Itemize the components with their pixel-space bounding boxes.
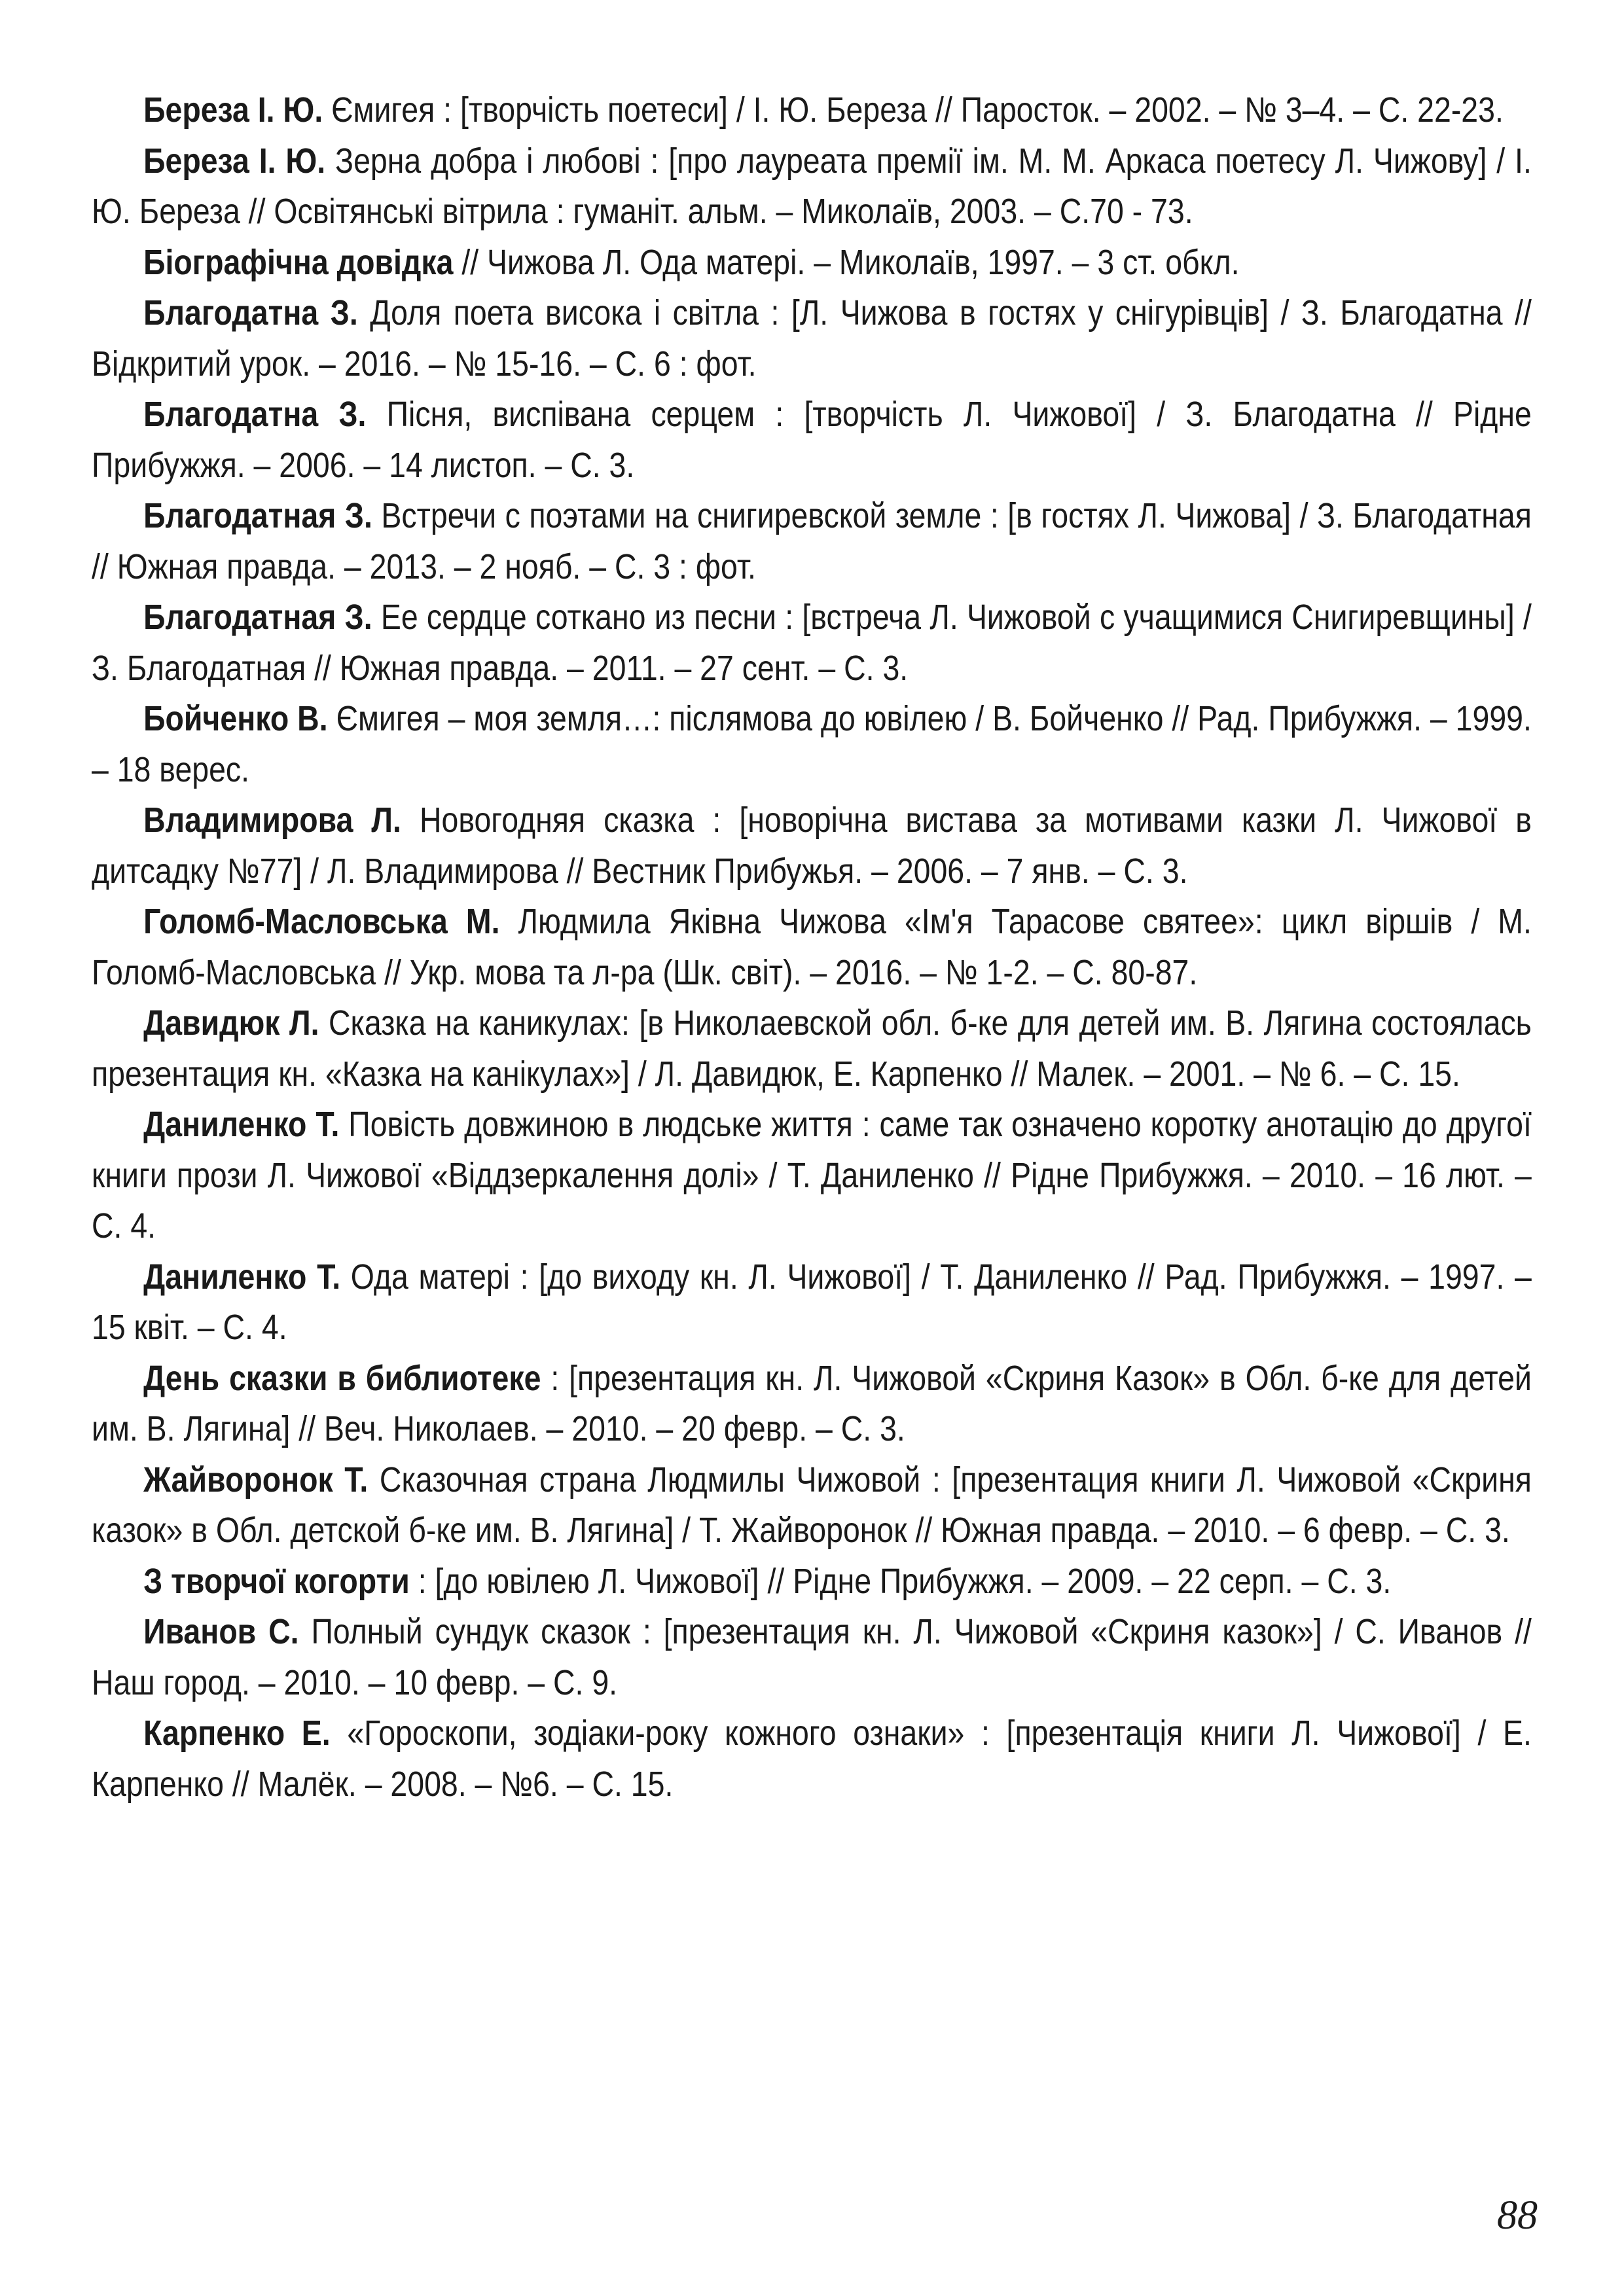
entry-author: Голомб-Масловська М.: [143, 902, 500, 941]
bibliography-entry: [92, 491, 1532, 592]
entry-author: Жайворонок Т.: [143, 1460, 369, 1499]
entry-author: Біографічна довідка: [143, 242, 454, 282]
entry-text: // Чижова Л. Ода матері. – Миколаїв, 1997. – 3 ст. обкл.: [453, 242, 1240, 282]
bibliography-entry: [92, 795, 1532, 897]
bibliography-entry: [92, 238, 1532, 289]
bibliography-entry: [92, 1708, 1532, 1810]
entry-author: Благодатная З.: [143, 598, 372, 637]
entry-author: Благодатна З.: [143, 395, 367, 434]
bibliography-entry: [92, 136, 1532, 238]
entry-text: : [до ювілею Л. Чижової] // Рідне Прибужжя. – 2009. – 22 серп. – С. 3.: [409, 1561, 1392, 1601]
entry-text: Людмила Яківна Чижова «Ім'я Тарасове святее»: цикл віршів / М. Голомб-Масловська // Укр. мова та л-ра (Шк. світ). – 2016. – № 1-2. – С. 80-87.: [92, 902, 1532, 992]
bibliography-entry: [92, 389, 1532, 491]
entry-text: : [презентация кн. Л. Чижовой «Скриня Казок» в Обл. б-ке для детей им. В. Лягина] // Веч. Николаев. – 2010. – 20 февр. – С. 3.: [92, 1358, 1532, 1448]
entry-text: «Гороскопи, зодіаки-року кожного ознаки» : [презентація книги Л. Чижової] / Е. Карпенко // Малёк. – 2008. – №6. – С. 15.: [92, 1713, 1532, 1804]
bibliography-entry: [92, 1100, 1532, 1252]
bibliography-entry: [92, 1556, 1532, 1607]
entry-text: Пісня, виспівана серцем : [творчість Л. Чижової] / З. Благодатна // Рідне Прибужжя. – 2006. – 14 листоп. – С. 3.: [92, 395, 1532, 485]
bibliography-entry: [92, 897, 1532, 998]
entry-text: Сказочная страна Людмилы Чижовой : [презентация книги Л. Чижовой «Скриня казок» в Обл. детской б-ке им. В. Лягина] / Т. Жайворонок // Южная правда. – 2010. – 6 февр. – С. 3.: [92, 1460, 1532, 1550]
entry-author: Даниленко Т.: [143, 1257, 341, 1297]
bibliography-entry: [92, 592, 1532, 694]
entry-text: Новогодняя сказка : [новорічна вистава за мотивами казки Л. Чижової в дитсадку №77] / Л. Владимирова // Вестник Прибужья. – 2006. – 7 янв. – С. 3.: [92, 800, 1532, 891]
entry-text: Полный сундук сказок : [презентация кн. Л. Чижовой «Скриня казок»] / С. Иванов // Наш город. – 2010. – 10 февр. – С. 9.: [92, 1612, 1532, 1702]
entry-author: З творчої когорти: [143, 1561, 410, 1601]
bibliography-entry: [92, 1354, 1532, 1455]
entry-text: Ее сердце соткано из песни : [встреча Л. Чижовой с учащимися Снигиревщины] / З. Благодатная // Южная правда. – 2011. – 27 сент. – С. 3.: [92, 598, 1532, 688]
bibliography-list: [92, 85, 1532, 1810]
bibliography-entry: [92, 1607, 1532, 1708]
entry-author: Береза І. Ю.: [143, 90, 323, 130]
entry-author: Бойченко В.: [143, 699, 328, 738]
entry-text: Ємигея : [творчість поетеси] / І. Ю. Береза // Паросток. – 2002. – № 3–4. – С. 22-23.: [323, 90, 1504, 130]
entry-author: Благодатная З.: [143, 496, 372, 535]
entry-text: Зерна добра і любові : [про лауреата премії ім. М. М. Аркаса поетесу Л. Чижову] / І. Ю. Береза // Освітянські вітрила : гуманіт. альм. – Миколаїв, 2003. – С.70 - 73.: [92, 141, 1532, 231]
bibliography-entry: [92, 694, 1532, 795]
bibliography-entry: [92, 288, 1532, 389]
bibliography-entry: [92, 1455, 1532, 1556]
entry-author: Владимирова Л.: [143, 800, 401, 840]
entry-author: Даниленко Т.: [143, 1105, 340, 1144]
bibliography-entry: [92, 998, 1532, 1100]
entry-text: Ода матері : [до виходу кн. Л. Чижової] / Т. Даниленко // Рад. Прибужжя. – 1997. – 15 квіт. – С. 4.: [92, 1257, 1532, 1347]
entry-text: Ємигея – моя земля…: післямова до ювілею / В. Бойченко // Рад. Прибужжя. – 1999. – 18 верес.: [92, 699, 1532, 789]
page-number: 88: [1497, 2193, 1538, 2238]
entry-text: Сказка на каникулах: [в Николаевской обл. б-ке для детей им. В. Лягина состоялась презентация кн. «Казка на канікулах»] / Л. Давидюк, Е. Карпенко // Малек. – 2001. – № 6. – С. 15.: [92, 1003, 1532, 1094]
entry-author: Благодатна З.: [143, 293, 358, 332]
entry-author: Карпенко Е.: [143, 1713, 331, 1753]
entry-text: Доля поета висока і світла : [Л. Чижова в гостях у снігурівців] / З. Благодатна // Відкритий урок. – 2016. – № 15-16. – С. 6 : фот.: [92, 293, 1532, 384]
bibliography-entry: [92, 1252, 1532, 1354]
entry-author: Береза І. Ю.: [143, 141, 326, 181]
entry-author: Давидюк Л.: [143, 1003, 319, 1043]
entry-author: Иванов С.: [143, 1612, 299, 1651]
entry-author: День сказки в библиотеке: [143, 1358, 541, 1398]
bibliography-entry: [92, 85, 1532, 136]
entry-text: Встречи с поэтами на снигиревской земле : [в гостях Л. Чижова] / З. Благодатная // Южная правда. – 2013. – 2 нояб. – С. 3 : фот.: [92, 496, 1532, 586]
entry-text: Повість довжиною в людське життя : саме так означено коротку анотацію до другої книги прози Л. Чижової «Віддзеркалення долі» / Т. Даниленко // Рідне Прибужжя. – 2010. – 16 лют. – С. 4.: [92, 1105, 1532, 1246]
